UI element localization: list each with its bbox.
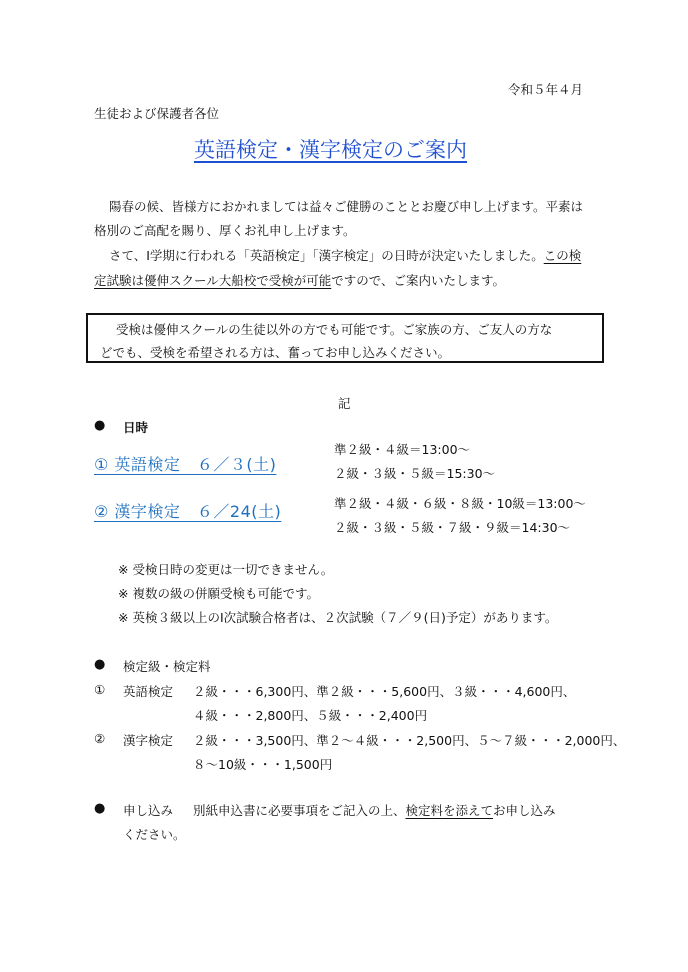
kanji-time-2: ２級・３級・５級・７級・９級＝14:30～ bbox=[334, 520, 571, 535]
intro-line-3-underlined: この検 bbox=[543, 248, 582, 263]
ki-heading: 記 bbox=[338, 396, 351, 411]
fee-english-num: ① bbox=[94, 682, 106, 697]
apply-text-line-2: ください。 bbox=[123, 827, 186, 842]
fee-kanji-line-1: ２級・・・3,500円、準２～４級・・・2,500円、５～７級・・・2,000円、 bbox=[193, 733, 626, 748]
intro-line-3 bbox=[109, 246, 581, 264]
note-2: ※ 複数の級の併願受検も可能です。 bbox=[118, 586, 319, 601]
fee-english-line-2: ４級・・・2,800円、５級・・・2,400円 bbox=[193, 708, 428, 723]
kanji-time-1: 準２級・４級・６級・８級・10級＝13:00～ bbox=[334, 496, 586, 511]
apply-text-line-1 bbox=[193, 801, 556, 819]
intro-line-3-text: さて、Ⅰ学期に行われる「英語検定」「漢字検定」の日時が決定いたしました。 bbox=[109, 248, 544, 263]
fee-kanji-num: ② bbox=[94, 731, 106, 746]
issue-date: 令和５年４月 bbox=[508, 82, 584, 97]
fees-heading: 検定級・検定料 bbox=[123, 659, 211, 674]
apply-text-underlined: 検定料を添えて bbox=[405, 803, 494, 818]
apply-text-c: お申し込み bbox=[493, 803, 556, 818]
notice-line-1: 受検は優伸スクールの生徒以外の方でも可能です。ご家族の方、ご友人の方な bbox=[116, 322, 553, 337]
fees-bullet: ● bbox=[94, 657, 106, 672]
note-3: ※ 英検３級以上のⅠ次試験合格者は、２次試験（７／９(日)予定）があります。 bbox=[118, 610, 558, 625]
notice-box bbox=[86, 313, 604, 363]
addressee: 生徒および保護者各位 bbox=[94, 106, 220, 121]
intro-line-4-underlined: 定試験は優伸スクール大船校で受検が可能 bbox=[94, 273, 332, 288]
apply-text-a: 別紙申込書に必要事項をご記入の上、 bbox=[193, 803, 406, 818]
intro-line-1: 陽春の候、皆様方におかれましては益々ご健勝のこととお慶び申し上げます。平素は bbox=[109, 199, 584, 214]
note-1: ※ 受検日時の変更は一切できません。 bbox=[118, 562, 334, 577]
intro-line-4 bbox=[94, 271, 505, 289]
apply-heading: 申し込み bbox=[123, 803, 174, 818]
intro-line-4-text: ですので、ご案内いたします。 bbox=[331, 273, 506, 288]
fee-kanji-line-2: ８～10級・・・1,500円 bbox=[193, 757, 333, 772]
fee-english-name: 英語検定 bbox=[123, 684, 174, 699]
intro-line-2: 格別のご高配を賜り、厚くお礼申し上げます。 bbox=[94, 223, 356, 238]
fee-english-line-1: ２級・・・6,300円、準２級・・・5,600円、３級・・・4,600円、 bbox=[193, 684, 576, 699]
english-exam-schedule: ① 英語検定 ６／３(土) bbox=[94, 455, 277, 474]
notice-line-2: どでも、受検を希望される方は、奮ってお申し込みください。 bbox=[100, 345, 451, 360]
document-title: 英語検定・漢字検定のご案内 bbox=[194, 138, 467, 162]
datetime-heading: 日時 bbox=[123, 420, 149, 435]
english-time-1: 準２級・４級＝13:00～ bbox=[334, 442, 471, 457]
datetime-bullet: ● bbox=[94, 418, 106, 433]
kanji-exam-schedule: ② 漢字検定 ６／24(土) bbox=[94, 502, 282, 521]
fee-kanji-name: 漢字検定 bbox=[123, 733, 174, 748]
english-time-2: ２級・３級・５級＝15:30～ bbox=[334, 466, 496, 481]
apply-bullet: ● bbox=[94, 801, 106, 816]
